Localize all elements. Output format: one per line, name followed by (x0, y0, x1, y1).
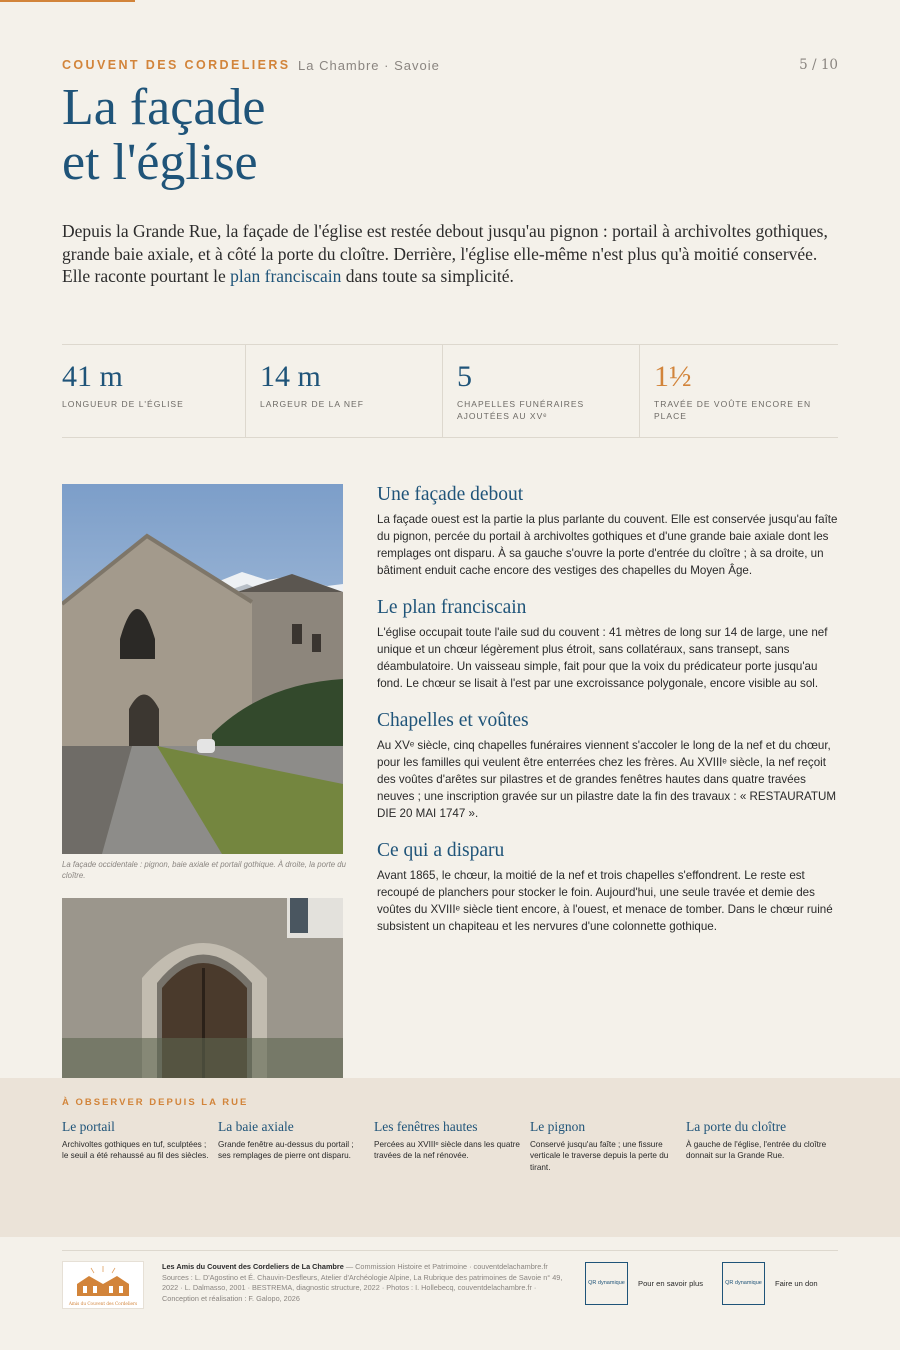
observe-item-title: Le pignon (530, 1119, 586, 1134)
observe-item-body: Grande fenêtre au-dessus du portail ; ses remplages de pierre ont disparu. (218, 1140, 354, 1161)
qr-donate-label: Faire un don (775, 1279, 818, 1288)
qr-code-learn-more[interactable]: QR dynamique (585, 1262, 628, 1305)
observe-panel (0, 1078, 900, 1237)
section-facade (377, 484, 841, 579)
section-disappeared (377, 840, 841, 935)
observe-item (374, 1118, 530, 1173)
facade-photo (62, 484, 343, 854)
stat-label: LARGEUR DE LA NEF (260, 399, 364, 409)
observe-item-title: Le portail (62, 1119, 115, 1134)
page-title (62, 80, 265, 190)
stat-label: TRAVÉE DE VOÛTE ENCORE EN PLACE (654, 399, 812, 421)
place-label: La Chambre · Savoie (298, 58, 440, 73)
cloister-door-photo (62, 898, 343, 1078)
logo-text: Amis du Couvent des Cordeliers (68, 1301, 138, 1306)
section-body: Avant 1865, le chœur, la moitié de la nef et trois chapelles s'effondrent. Le reste est recoupé de planchers pour stocker le foin. Aujourd'hui, une seule travée et demie des voûtes du XVIIIᵉ siècle tient encore, à l'ouest, et menace de tomber. Dans le chœur ruiné subsistent un chapiteau et les nervures d'une colonnette gothique. (377, 869, 833, 933)
section-title: Le plan franciscain (377, 597, 527, 618)
stat-width (245, 345, 442, 437)
lead-text-after: dans toute sa simplicité. (341, 266, 514, 286)
facade-photo-caption: La façade occidentale : pignon, baie axiale et portail gothique. À droite, la porte du cloître. (62, 860, 346, 880)
section-body: L'église occupait toute l'aile sud du couvent : 41 mètres de long sur 14 de large, une nef unique et un chœur légèrement plus étroit, sans collatéraux, sans transept, sans déambulatoire. Un vaisseau simple, fait pour que la voix du prédicateur porte jusqu'au fond. Le chœur se lisait à l'est par une excroissance polygonale, encore visible au sol. (377, 626, 828, 690)
stat-chapels (442, 345, 639, 437)
observe-item-body: Archivoltes gothiques en tuf, sculptées ; le seuil a été rehaussé au fil des siècles. (62, 1140, 209, 1161)
observe-item (218, 1118, 374, 1173)
section-title: Ce qui a disparu (377, 840, 505, 861)
observe-title: À OBSERVER DEPUIS LA RUE (62, 1097, 249, 1108)
footer-sources: Sources : L. D'Agostino et É. Chauvin-Desfleurs, Atelier d'Archéologie Alpine, La Rubrique des patrimoines de Savoie n° 49, 2022 · L. Dalmasso, 2001 · BESTREMA, diagnostic structure, 2022 · Photos : I. Hollebecq, couventdelachambre.fr · Conception et réalisation : F. Galopo, 2026 (162, 1272, 563, 1304)
footer-credits (162, 1262, 570, 1305)
stat-value: 5 (457, 360, 472, 393)
title-line-2: et l'église (62, 134, 258, 191)
top-accent-bar (0, 0, 135, 2)
observe-item-body: Percées au XVIIIᵉ siècle dans les quatre travées de la nef rénovée. (374, 1140, 520, 1161)
page-counter: 5 / 10 (799, 57, 838, 73)
observe-item (62, 1118, 218, 1173)
observe-item-title: La baie axiale (218, 1119, 294, 1134)
stat-vault-bay (639, 345, 836, 437)
lead-text-before: Depuis la Grande Rue, la façade de l'église est restée debout jusqu'au pignon : portail à archivoltes gothiques, grande baie axiale, et à côté la porte du cloître. Derrière, l'église elle-même n'est plus qu'à moitié conservée. Elle raconte pourtant le (62, 221, 828, 286)
observe-item-body: À gauche de l'église, l'entrée du cloître donnait sur la Grande Rue. (686, 1140, 827, 1161)
footer-org: Les Amis du Couvent des Cordeliers de La Chambre (162, 1262, 344, 1271)
observe-item-body: Conservé jusqu'au faîte ; une fissure verticale le traverse depuis la perte du tirant. (530, 1140, 669, 1172)
stat-length (62, 345, 245, 437)
section-plan (377, 597, 841, 692)
association-logo (62, 1261, 144, 1309)
observe-item (530, 1118, 686, 1173)
title-line-1: La façade (62, 79, 266, 136)
section-title: Chapelles et voûtes (377, 710, 529, 731)
qr-learn-more-label: Pour en savoir plus (638, 1279, 704, 1288)
lead-paragraph (62, 220, 842, 288)
observe-grid (62, 1118, 842, 1173)
lead-link-plan[interactable]: plan franciscain (230, 266, 342, 286)
qr-code-donate[interactable]: QR dynamique (722, 1262, 765, 1305)
section-chapels (377, 710, 841, 822)
section-body: Au XVᵉ siècle, cinq chapelles funéraires viennent s'accoler le long de la nef et du chœur, pour les familles qui veulent être enterrées chez les frères. Au XVIIIᵉ siècle, la nef reçoit des voûtes d'arêtes sur pilastres et de grandes fenêtres hautes dans quatre travées neuves ; une inscription gravée sur un pilastre date la fin des travaux : « RESTAURATUM DIE 20 MAI 1747 ». (377, 739, 837, 820)
footer-org-rest: — Commission Histoire et Patrimoine · couventdelachambre.fr (343, 1262, 548, 1271)
observe-item-title: La porte du cloître (686, 1119, 787, 1134)
kicker: COUVENT DES CORDELIERS (62, 58, 291, 72)
section-body: La façade ouest est la partie la plus parlante du couvent. Elle est conservée jusqu'au faîte du pignon, percée du portail à archivoltes gothiques et d'une grande baie axiale dont les remplages ont disparu. À sa gauche s'ouvre la porte d'entrée du cloître ; à sa droite, un bâtiment enduit cache encore des vestiges des chapelles du Moyen Âge. (377, 513, 838, 577)
stats-bar (62, 344, 838, 438)
stat-value: 41 m (62, 360, 123, 393)
article-sections (377, 484, 841, 953)
footer-divider (62, 1250, 838, 1251)
observe-item (686, 1118, 842, 1173)
stat-value: 1½ (654, 360, 692, 393)
observe-item-title: Les fenêtres hautes (374, 1119, 478, 1134)
stat-label: LONGUEUR DE L'ÉGLISE (62, 399, 184, 409)
stat-label: CHAPELLES FUNÉRAIRES AJOUTÉES AU XVᵉ (457, 399, 585, 421)
section-title: Une façade debout (377, 484, 524, 505)
stat-value: 14 m (260, 360, 321, 393)
